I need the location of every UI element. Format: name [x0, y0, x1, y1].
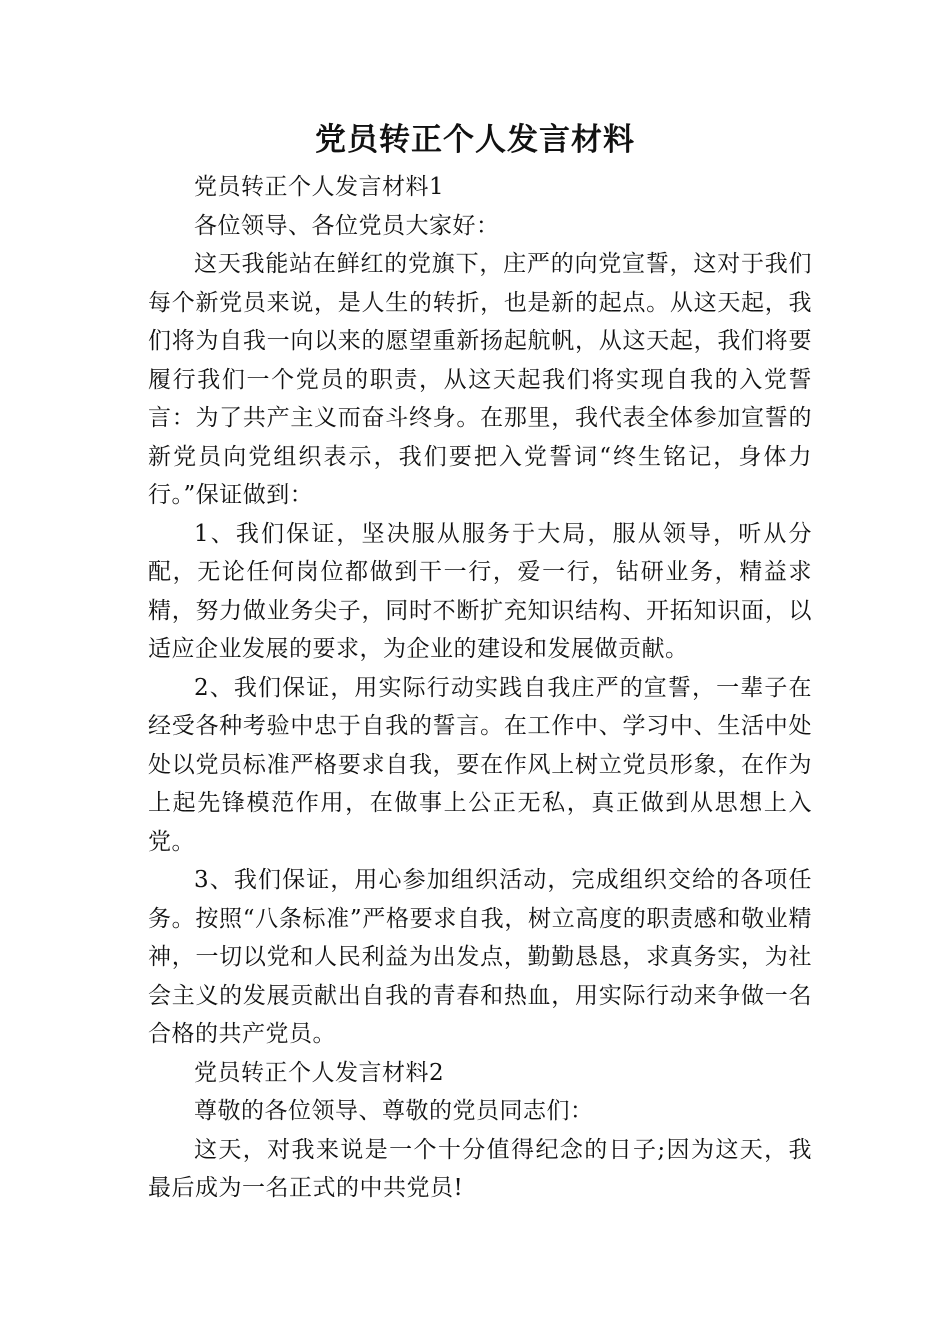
section-heading-1: 党员转正个人发言材料1 — [194, 174, 445, 200]
paragraph-pledge-3: 3、我们保证，用心参加组织活动，完成组织交给的各项任务。按照“八条标准”严格要求自我，树立高度的职责感和敬业精神，一切以党和人民利益为出发点，勤勤恳恳，求真务实，为社会主义的发展贡献出自我的青春和热血，用实际行动来争做一名合格的共产党员。 — [148, 867, 812, 1047]
paragraph-opening-2: 这天，对我来说是一个十分值得纪念的日子;因为这天，我最后成为一名正式的中共党员! — [148, 1136, 812, 1201]
paragraph-intro: 这天我能站在鲜红的党旗下，庄严的向党宣誓，这对于我们每个新党员来说，是人生的转折，也是新的起点。从这天起，我们将为自我一向以来的愿望重新扬起航帆，从这天起，我们将要履行我们一个党员的职责，从这天起我们将实现自我的入党誓言：为了共产主义而奋斗终身。在那里，我代表全体参加宣誓的新党员向党组织表示，我们要把入党誓词“终生铭记，身体力行。”保证做到： — [148, 251, 812, 508]
section-heading-2: 党员转正个人发言材料2 — [194, 1059, 445, 1086]
document-title: 党员转正个人发言材料 — [315, 122, 635, 158]
salutation-1: 各位领导、各位党员大家好： — [194, 212, 500, 239]
salutation-2: 尊敬的各位领导、尊敬的党员同志们： — [194, 1098, 594, 1124]
document-body — [148, 168, 812, 1208]
paragraph-pledge-2: 2、我们保证，用实际行动实践自我庄严的宣誓，一辈子在经受各种考验中忠于自我的誓言。在工作中、学习中、生活中处处以党员标准严格要求自我，要在作风上树立党员形象，在作为上起先锋模范作用，在做事上公正无私，真正做到从思想上入党。 — [148, 674, 812, 855]
paragraph-pledge-1: 1、我们保证，坚决服从服务于大局，服从领导，听从分配，无论任何岗位都做到干一行，爱一行，钻研业务，精益求精，努力做业务尖子，同时不断扩充知识结构、开拓知识面，以适应企业发展的要求，为企业的建设和发展做贡献。 — [148, 520, 812, 662]
